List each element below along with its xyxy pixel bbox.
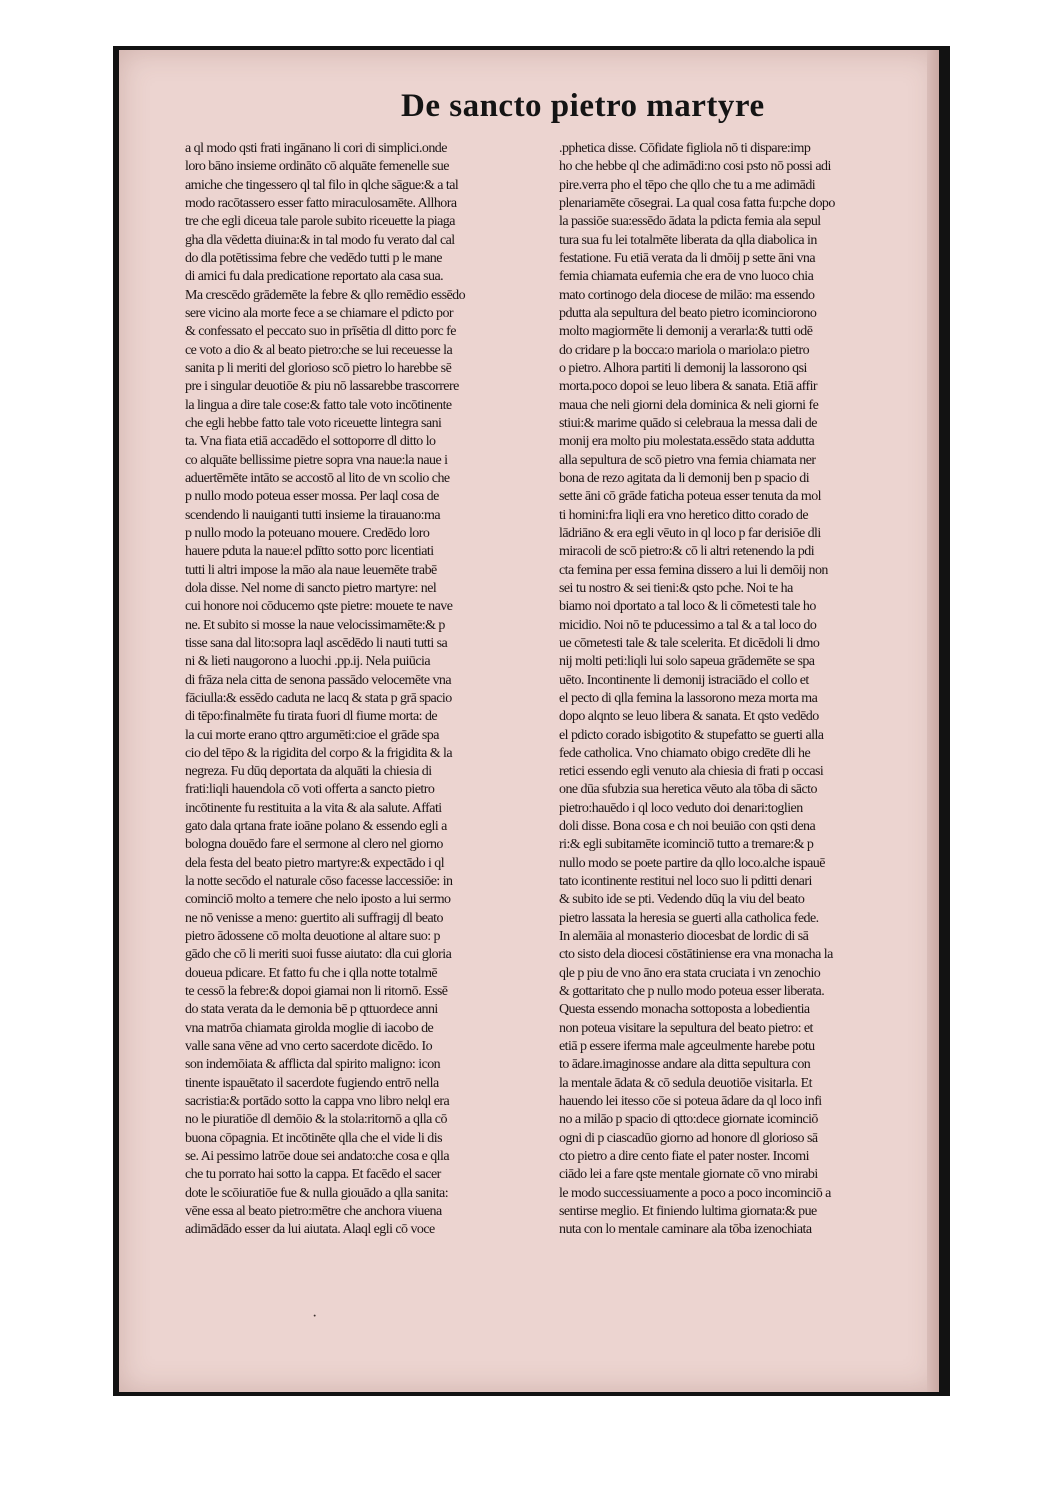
- text-line: sacristia:& portādo sotto la cappa vno libro nelql era: [185, 1094, 450, 1110]
- text-line: micidio. Noi nō te pducessimo a tal & a tal loco do: [559, 617, 817, 633]
- text-line: alla sepultura de scō pietro vna femia chiamata ner: [559, 452, 816, 468]
- text-line: amiche che tingessero ql tal filo in qlche sāgue:& a tal: [185, 177, 459, 193]
- text-line: no a milāo p spacio di qtto:dece giornate icominciō: [559, 1112, 818, 1128]
- text-line: co alquāte bellissime pietre sopra vna naue:la naue i: [185, 452, 448, 468]
- text-line: cta femina per essa femina dissero a lui li demōij non: [559, 562, 828, 578]
- text-line: cio del tēpo & la rigidita del corpo & la frigidita & la: [185, 745, 453, 761]
- text-line: aduertēmēte intāto se accostō al lito de vn scolio che: [185, 470, 450, 486]
- text-line: di frāza nela citta de senona passādo velocemēte vna: [185, 672, 452, 688]
- text-line: sei tu nostro & sei tieni:& qsto pche. Noi te ha: [559, 580, 793, 596]
- text-line: tinente ispauētato il sacerdote fugiendo entrō nella: [185, 1075, 439, 1091]
- text-line: doli disse. Bona cosa e ch noi beuiāo con qsti dena: [559, 819, 816, 835]
- text-line: fāciulla:& essēdo caduta ne lacq & stata p grā spacio: [185, 690, 452, 706]
- text-line: ciādo lei a fare qste mentale giornate cō vno mirabi: [559, 1167, 818, 1183]
- text-line: gādo che cō li meriti suoi fusse aiutato: dla cui gloria: [185, 947, 452, 963]
- text-line: pietro:hauēdo i ql loco veduto doi denari:toglien: [559, 800, 803, 816]
- text-line: ce voto a dio & al beato pietro:che se lui receuesse la: [185, 342, 453, 358]
- text-line: la notte secōdo el naturale cōso facesse laccessiōe: in: [185, 874, 453, 890]
- text-line: Ma crescēdo grādemēte la febre & qllo remēdio essēdo: [185, 287, 466, 303]
- text-line: tato icontinente restitui nel loco suo li pditti denari: [559, 874, 812, 890]
- text-line: & subito ide se pti. Vedendo dūq la viu del beato: [559, 892, 805, 908]
- text-line: la passiōe sua:essēdo ādata la pdicta femia ala sepul: [559, 214, 821, 230]
- text-line: & confessato el peccato suo in prīsētia dl ditto porc fe: [185, 324, 456, 340]
- text-line: di tēpo:finalmēte fu tirata fuori dl fiume morta: de: [185, 709, 438, 725]
- text-line: adimādādo esser da lui aiutata. Alaql egli cō voce: [185, 1222, 435, 1238]
- text-line: cto pietro a dire cento fiate el pater noster. Incomi: [559, 1149, 809, 1165]
- text-line: pire.verra pho el tēpo che qllo che tu a me adimādi: [559, 177, 816, 193]
- text-line: ta. Vna fiata etiā accadēdo el sottoporre dl ditto lo: [185, 434, 436, 450]
- text-line: loro bāno insieme ordināto cō alquāte femenelle sue: [185, 159, 449, 175]
- text-line: ho che hebbe ql che adimādi:no cosi psto nō possi adi: [559, 159, 831, 175]
- text-line: plenariamēte cōsegrai. La qual cosa fatta fu:pche dopo: [559, 195, 835, 211]
- text-line: dopo alqnto se leuo libera & sanata. Et qsto vedēdo: [559, 709, 819, 725]
- text-line: le modo successiuamente a poco a poco incominciō a: [559, 1185, 831, 1201]
- text-line: maua che neli giorni dela dominica & neli giorni fe: [559, 397, 819, 413]
- text-line: do cridare p la bocca:o mariola o mariola:o pietro: [559, 342, 810, 358]
- text-line: ni & lieti naugorono a luochi .pp.ij. Nela puiūcia: [185, 654, 431, 670]
- text-line: o pietro. Alhora partiti li demonij la lassorono qsi: [559, 360, 807, 376]
- text-line: tutti li altri impose la māo ala naue leuemēte trabē: [185, 562, 437, 578]
- text-line: pre i singular deuotiōe & piu nō lassarebbe trascorrere: [185, 379, 459, 395]
- text-line: molto magiormēte li demonij a verarla:& tutti odē: [559, 324, 813, 340]
- text-line: ue cōmetesti tale & tale scelerita. Et dicēdoli li dmo: [559, 635, 820, 651]
- text-line: .pphetica disse. Cōfidate figliola nō ti dispare:imp: [559, 141, 811, 156]
- text-line: vēne essa al beato pietro:mētre che anchora viuena: [185, 1204, 442, 1220]
- text-line: sanita p li meriti del glorioso scō pietro lo harebbe sē: [185, 360, 452, 376]
- text-line: qle p piu de vno āno era stata cruciata i vn zenochio: [559, 965, 821, 981]
- text-line: p nullo modo poteua esser mossa. Per laql cosa de: [185, 489, 439, 505]
- text-line: frati:liqli hauendola cō voti offerta a sancto pietro: [185, 782, 435, 798]
- text-line: lādriāno & era egli vēuto in ql loco p far derisiōe dli: [559, 525, 821, 541]
- text-line: ti homini:fra liqli era vno heretico ditto corado de: [559, 507, 808, 523]
- text-line: vna matrōa chiamata girolda moglie di iacobo de: [185, 1020, 434, 1036]
- text-line: etiā p essere iferma male agceulmente harebe potu: [559, 1039, 815, 1055]
- text-line: pietro lassata la heresia se guerti alla catholica fede.: [559, 910, 819, 926]
- text-line: cui honore noi cōducemo qste pietre: mouete te nave: [185, 599, 453, 615]
- running-head: De sancto pietro martyre: [401, 88, 765, 124]
- text-line: la lingua a dire tale cose:& fatto tale voto incōtinente: [185, 397, 452, 413]
- text-line: Questa essendo monacha sottoposta a lobedientia: [559, 1002, 810, 1018]
- text-line: biamo noi dportato a tal loco & li cōmetesti tale ho: [559, 599, 816, 615]
- text-line: fede catholica. Vno chiamato obigo credēte dli he: [559, 745, 811, 761]
- text-line: stiui:& marime quādo si celebraua la messa dali de: [559, 415, 817, 431]
- text-line: to ādare.imaginosse andare ala ditta sepultura con: [559, 1057, 811, 1073]
- text-line: la mentale ādata & cō sedula deuotiōe visitarla. Et: [559, 1075, 813, 1091]
- text-line: ri:& egli subitamēte icominciō tutto a tremare:& p: [559, 837, 814, 853]
- text-line: miracoli de scō pietro:& cō li altri retenendo la pdi: [559, 544, 815, 560]
- text-line: non poteua visitare la sepultura del beato pietro: et: [559, 1020, 813, 1036]
- text-line: mato cortinogo dela diocese de milāo: ma essendo: [559, 287, 815, 303]
- ink-mark: ·: [312, 1308, 318, 1325]
- text-line: retici essendo egli venuto ala chiesia di frati p occasi: [559, 764, 824, 780]
- right-column: [559, 140, 931, 1240]
- text-line: uēto. Incontinente li demonij istraciādo el collo et: [559, 672, 809, 688]
- text-line: sere vicino ala morte fece a se chiamare el pdicto por: [185, 305, 454, 321]
- text-line: tre che egli diceua tale parole subito riceuette la piaga: [185, 214, 455, 230]
- text-line: sette āni cō grāde faticha poteua esser tenuta da mol: [559, 489, 822, 505]
- text-line: el pecto di qlla femina la lassorono meza morta ma: [559, 690, 818, 706]
- text-line: sentirse meglio. Et finiendo lultima giornata:& pue: [559, 1204, 817, 1220]
- book-page: [119, 50, 939, 1392]
- text-line: ne. Et subito si mosse la naue velocissimamēte:& p: [185, 617, 445, 633]
- text-line: che egli hebbe fatto tale voto riceuette lintegra sani: [185, 415, 442, 431]
- text-line: negreza. Fu dūq deportata da alquāti la chiesia di: [185, 764, 432, 780]
- text-line: morta.poco dopoi se leuo libera & sanata. Etiā affir: [559, 379, 818, 395]
- text-line: se. Ai pessimo latrōe doue sei andato:che cosa e qlla: [185, 1149, 449, 1165]
- text-line: cto sisto dela diocesi cōstātiniense era vna monacha la: [559, 947, 833, 963]
- text-line: pietro ādossene cō molta deuotione al altare suo: p: [185, 929, 440, 945]
- text-line: nullo modo se poete partire da qllo loco.alche ispauē: [559, 855, 825, 871]
- text-line: te cessō la febre:& dopoi giamai non li ritornō. Essē: [185, 984, 448, 1000]
- text-line: buona cōpagnia. Et incōtinēte qlla che el vide li dis: [185, 1130, 442, 1146]
- text-line: cominciō molto a temere che nelo iposto a lui sermo: [185, 892, 451, 908]
- text-line: p nullo modo la poteuano mouere. Credēdo loro: [185, 525, 430, 541]
- text-line: In alemāia al monasterio diocesbat de lordic di sā: [559, 929, 809, 945]
- text-line: hauere pduta la naue:el pdītto sotto porc licentiati: [185, 544, 434, 560]
- text-line: & gottaritato che p nullo modo poteua esser liberata.: [559, 984, 825, 1000]
- text-line: nuta con lo mentale caminare ala tōba izenochiata: [559, 1222, 812, 1238]
- text-line: valle sana vēne ad vno certo sacerdote dicēdo. Io: [185, 1039, 433, 1055]
- text-line: di amici fu dala predicatione reportato ala casa sua.: [185, 269, 444, 285]
- text-line: bona de rezo agitata da li demonij ben p spacio di: [559, 470, 810, 486]
- text-line: son indemōiata & afflicta dal spirito maligno: icon: [185, 1057, 441, 1073]
- text-line: femia chiamata eufemia che era de vno luoco chia: [559, 269, 814, 285]
- text-line: pdutta ala sepultura del beato pietro icominciorono: [559, 305, 817, 321]
- text-line: dola disse. Nel nome di sancto pietro martyre: nel: [185, 580, 437, 596]
- text-line: one dūa sfubzia sua heretica vēuto ala tōba di sācto: [559, 782, 817, 798]
- text-line: dela festa del beato pietro martyre:& expectādo i ql: [185, 855, 445, 871]
- text-line: doueua pdicare. Et fatto fu che i qlla notte totalmē: [185, 965, 438, 981]
- text-line: monij era molto piu molestata.essēdo stata addutta: [559, 434, 815, 450]
- text-line: dote le scōiuratiōe fue & nulla giouādo a qlla sanita:: [185, 1185, 449, 1201]
- text-line: do stata verata da le demonia bē p qttuordece anni: [185, 1002, 438, 1018]
- text-line: festatione. Fu etiā verata da li dmōij p sette āni vna: [559, 250, 816, 266]
- text-line: gha dla vēdetta diuina:& in tal modo fu verato dal cal: [185, 232, 455, 248]
- text-line: che tu porrato hai sotto la cappa. Et facēdo el sacer: [185, 1167, 441, 1183]
- text-line: bologna douēdo fare el sermone al clero nel giorno: [185, 837, 443, 853]
- text-line: tisse sana dal lito:sopra laql ascēdēdo li nauti tutti sa: [185, 635, 448, 651]
- text-line: modo racōtassero esser fatto miraculosamēte. Allhora: [185, 195, 457, 211]
- text-line: incōtinente fu restituita a la vita & ala salute. Affati: [185, 800, 442, 816]
- text-line: a ql modo qsti frati ingānano li cori di simplici.onde: [185, 141, 447, 156]
- text-line: la cui morte erano qttro argumēti:cioe el grāde spa: [185, 727, 439, 743]
- text-line: ne nō venisse a meno: guertito ali suffragij dl beato: [185, 910, 443, 926]
- text-line: ogni di p ciascadūo giorno ad honore dl glorioso sā: [559, 1130, 818, 1146]
- text-line: el pdicto corado isbigotito & stupefatto se guerti alla: [559, 727, 824, 743]
- text-line: scendendo li nauiganti tutti insieme la tirauano:ma: [185, 507, 440, 523]
- text-line: do dla potētissima febre che vedēdo tutti p le mane: [185, 250, 442, 266]
- text-line: gato dala qrtana frate ioāne polano & essendo egli a: [185, 819, 447, 835]
- text-line: nij molti peti:liqli lui solo sapeua grādemēte se spa: [559, 654, 815, 670]
- left-column: [185, 140, 557, 1240]
- text-line: hauendo lei itesso cōe si poteua ādare da ql loco infi: [559, 1094, 822, 1110]
- text-line: tura sua fu lei totalmēte liberata da qlla diabolica in: [559, 232, 817, 248]
- text-line: no le piuratiōe dl demōio & la stola:ritornō a qlla cō: [185, 1112, 447, 1128]
